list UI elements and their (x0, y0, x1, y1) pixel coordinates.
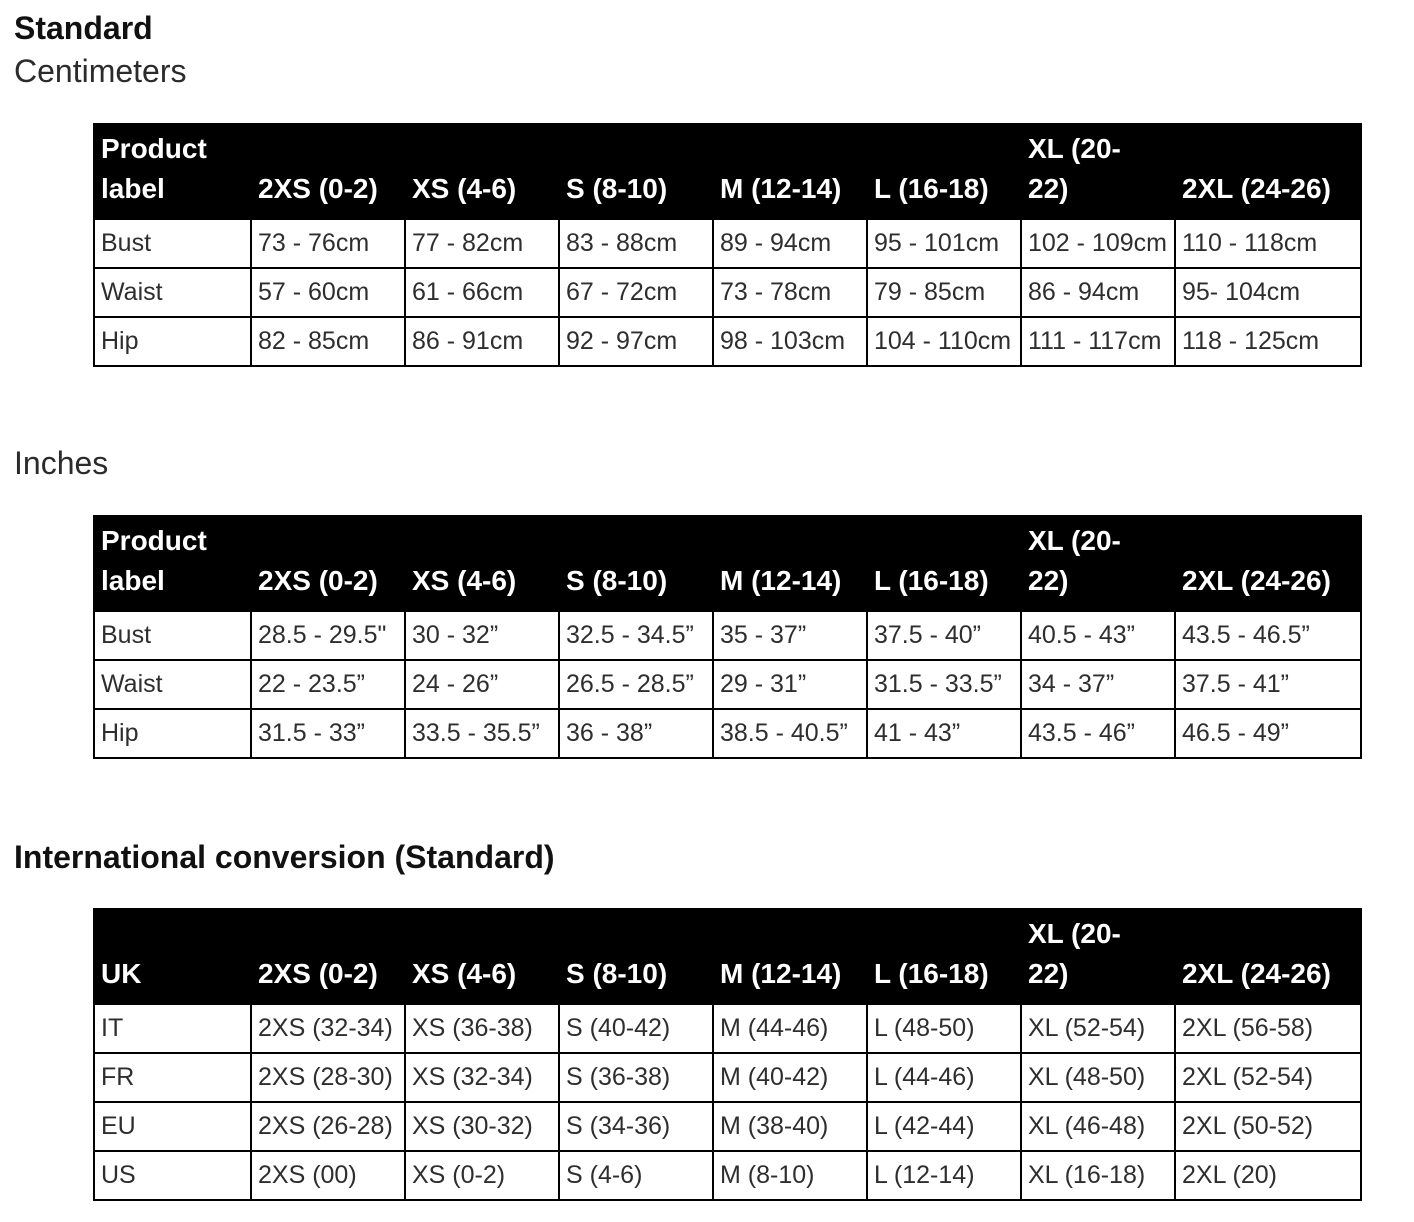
value-cell: 36 - 38” (559, 709, 713, 758)
value-cell: XS (0-2) (405, 1151, 559, 1200)
row-label: Waist (94, 268, 251, 317)
value-cell: 29 - 31” (713, 660, 867, 709)
column-header-label: Product label (101, 133, 207, 204)
column-header-label: M (12-14) (720, 565, 842, 596)
value-cell: 2XS (28-30) (251, 1053, 405, 1102)
value-cell: 32.5 - 34.5” (559, 611, 713, 660)
value-cell: 95 - 101cm (867, 219, 1021, 268)
value-cell: 111 - 117cm (1021, 317, 1175, 366)
value-cell: 57 - 60cm (251, 268, 405, 317)
column-header (1175, 909, 1361, 1004)
column-header-label: M (12-14) (720, 958, 842, 989)
value-cell: 43.5 - 46.5” (1175, 611, 1361, 660)
column-header (1021, 909, 1175, 1004)
value-cell: 34 - 37” (1021, 660, 1175, 709)
value-cell: 98 - 103cm (713, 317, 867, 366)
value-cell: M (8-10) (713, 1151, 867, 1200)
header-row (94, 516, 1361, 611)
column-header (867, 909, 1021, 1004)
value-cell: XS (32-34) (405, 1053, 559, 1102)
value-cell: XL (16-18) (1021, 1151, 1175, 1200)
column-header-label: XS (4-6) (412, 173, 517, 204)
table-row (94, 1102, 1361, 1151)
value-cell: 41 - 43” (867, 709, 1021, 758)
table-row (94, 611, 1361, 660)
value-cell: 110 - 118cm (1175, 219, 1361, 268)
value-cell: 30 - 32” (405, 611, 559, 660)
column-header-label: L (16-18) (874, 958, 989, 989)
table-row (94, 1004, 1361, 1053)
row-label: Hip (94, 317, 251, 366)
section-title-centimeters: Centimeters (14, 53, 187, 89)
column-header (867, 516, 1021, 611)
column-header-label: XL (20-22) (1028, 525, 1121, 596)
value-cell: 31.5 - 33” (251, 709, 405, 758)
value-cell: M (38-40) (713, 1102, 867, 1151)
column-header (405, 516, 559, 611)
column-header-label: S (8-10) (566, 173, 668, 204)
value-cell: 38.5 - 40.5” (713, 709, 867, 758)
column-header-label: S (8-10) (566, 958, 668, 989)
value-cell: 92 - 97cm (559, 317, 713, 366)
column-header-label: L (16-18) (874, 565, 989, 596)
value-cell: 35 - 37” (713, 611, 867, 660)
international-conversion-table (93, 908, 1362, 1201)
column-header (713, 124, 867, 219)
column-header (713, 909, 867, 1004)
column-header-label: 2XS (0-2) (258, 173, 378, 204)
value-cell: 86 - 94cm (1021, 268, 1175, 317)
row-label: Hip (94, 709, 251, 758)
value-cell: L (48-50) (867, 1004, 1021, 1053)
value-cell: 83 - 88cm (559, 219, 713, 268)
value-cell: 43.5 - 46” (1021, 709, 1175, 758)
row-label: US (94, 1151, 251, 1200)
column-header (1021, 124, 1175, 219)
column-header (559, 909, 713, 1004)
inches-size-table (93, 515, 1362, 759)
value-cell: 118 - 125cm (1175, 317, 1361, 366)
value-cell: 73 - 76cm (251, 219, 405, 268)
table-row (94, 268, 1361, 317)
value-cell: S (4-6) (559, 1151, 713, 1200)
column-header-label: XL (20-22) (1028, 133, 1121, 204)
column-header-label: 2XS (0-2) (258, 958, 378, 989)
table-row (94, 219, 1361, 268)
column-header-label: 2XL (24-26) (1182, 565, 1331, 596)
value-cell: 46.5 - 49” (1175, 709, 1361, 758)
value-cell: 86 - 91cm (405, 317, 559, 366)
value-cell: 79 - 85cm (867, 268, 1021, 317)
value-cell: L (12-14) (867, 1151, 1021, 1200)
table-row (94, 660, 1361, 709)
column-header (867, 124, 1021, 219)
column-header-label: 2XL (24-26) (1182, 173, 1331, 204)
value-cell: L (44-46) (867, 1053, 1021, 1102)
value-cell: 95- 104cm (1175, 268, 1361, 317)
column-header-label: XL (20-22) (1028, 918, 1121, 989)
value-cell: 73 - 78cm (713, 268, 867, 317)
header-row (94, 909, 1361, 1004)
value-cell: 89 - 94cm (713, 219, 867, 268)
table-row (94, 1053, 1361, 1102)
centimeters-size-table (93, 123, 1362, 367)
column-header-label: UK (101, 958, 142, 989)
value-cell: 67 - 72cm (559, 268, 713, 317)
column-header-label: Product label (101, 525, 207, 596)
value-cell: 2XL (50-52) (1175, 1102, 1361, 1151)
value-cell: M (40-42) (713, 1053, 867, 1102)
column-header-label: M (12-14) (720, 173, 842, 204)
value-cell: 77 - 82cm (405, 219, 559, 268)
section-title-inches: Inches (14, 445, 109, 481)
value-cell: 28.5 - 29.5" (251, 611, 405, 660)
value-cell: 40.5 - 43” (1021, 611, 1175, 660)
row-label: Bust (94, 611, 251, 660)
value-cell: XS (30-32) (405, 1102, 559, 1151)
value-cell: XL (48-50) (1021, 1053, 1175, 1102)
value-cell: XL (52-54) (1021, 1004, 1175, 1053)
value-cell: 33.5 - 35.5” (405, 709, 559, 758)
value-cell: 2XL (20) (1175, 1151, 1361, 1200)
row-label: IT (94, 1004, 251, 1053)
column-header-label: XS (4-6) (412, 958, 517, 989)
value-cell: 61 - 66cm (405, 268, 559, 317)
value-cell: 31.5 - 33.5” (867, 660, 1021, 709)
column-header (713, 516, 867, 611)
column-header-label: L (16-18) (874, 173, 989, 204)
column-header (1175, 516, 1361, 611)
page-title: Standard (14, 10, 153, 46)
column-header (251, 516, 405, 611)
row-label: Bust (94, 219, 251, 268)
column-header (559, 516, 713, 611)
table-row (94, 317, 1361, 366)
value-cell: 2XS (26-28) (251, 1102, 405, 1151)
value-cell: S (40-42) (559, 1004, 713, 1053)
column-header (94, 909, 251, 1004)
column-header (405, 909, 559, 1004)
column-header (251, 909, 405, 1004)
value-cell: 22 - 23.5” (251, 660, 405, 709)
column-header-label: 2XS (0-2) (258, 565, 378, 596)
value-cell: XL (46-48) (1021, 1102, 1175, 1151)
value-cell: 102 - 109cm (1021, 219, 1175, 268)
column-header (405, 124, 559, 219)
value-cell: 26.5 - 28.5” (559, 660, 713, 709)
value-cell: S (36-38) (559, 1053, 713, 1102)
column-header (94, 516, 251, 611)
value-cell: S (34-36) (559, 1102, 713, 1151)
value-cell: 2XL (52-54) (1175, 1053, 1361, 1102)
value-cell: 2XS (32-34) (251, 1004, 405, 1053)
column-header (1021, 516, 1175, 611)
table-row (94, 709, 1361, 758)
table-row (94, 1151, 1361, 1200)
header-row (94, 124, 1361, 219)
column-header (94, 124, 251, 219)
column-header-label: XS (4-6) (412, 565, 517, 596)
value-cell: 2XL (56-58) (1175, 1004, 1361, 1053)
column-header (1175, 124, 1361, 219)
column-header (251, 124, 405, 219)
column-header-label: 2XL (24-26) (1182, 958, 1331, 989)
row-label: EU (94, 1102, 251, 1151)
value-cell: 2XS (00) (251, 1151, 405, 1200)
value-cell: 104 - 110cm (867, 317, 1021, 366)
value-cell: 37.5 - 40” (867, 611, 1021, 660)
value-cell: M (44-46) (713, 1004, 867, 1053)
value-cell: 82 - 85cm (251, 317, 405, 366)
row-label: Waist (94, 660, 251, 709)
value-cell: L (42-44) (867, 1102, 1021, 1151)
column-header-label: S (8-10) (566, 565, 668, 596)
section-title-international-conversion: International conversion (Standard) (14, 839, 555, 875)
value-cell: 24 - 26” (405, 660, 559, 709)
row-label: FR (94, 1053, 251, 1102)
value-cell: XS (36-38) (405, 1004, 559, 1053)
value-cell: 37.5 - 41” (1175, 660, 1361, 709)
column-header (559, 124, 713, 219)
